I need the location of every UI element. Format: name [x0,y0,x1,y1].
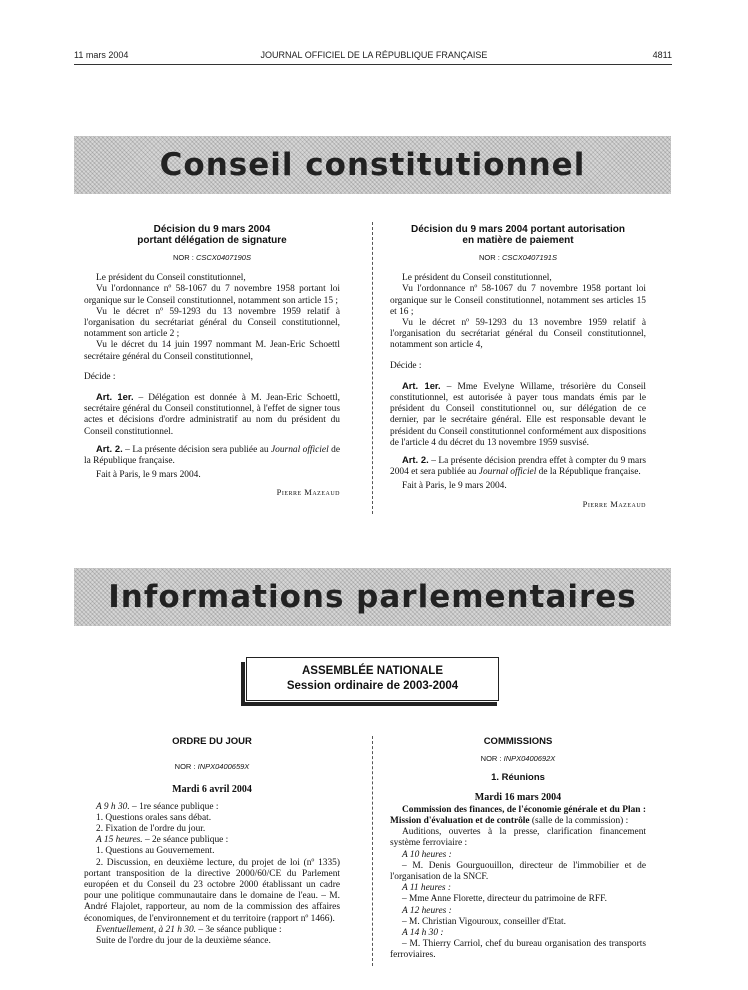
agenda-item: Suite de l'ordre du jour de la deuxième séance. [96,936,271,947]
box-shadow [241,662,245,706]
time-slot: A 12 heures : [402,905,452,916]
paragraph: Vu l'ordonnance nº 58-1067 du 7 novembre 1958 portant loi organique sur le Conseil constitutionnel, notamment son article 15 ; [84,284,340,306]
decision-delegation-signature [84,224,340,499]
article-label: Art. 1er. [96,391,134,403]
seance-1: A 9 h 30. – 1re séance publique : [96,801,219,812]
column-divider [372,736,373,966]
paragraph: Auditions, ouvertes à la presse, clarification financement système ferroviaire : [390,827,646,849]
nor-reference: NOR : INPX0400692X [480,754,556,764]
audition-entry: – Mme Anne Florette, directeur du patrimoine de RFF. [402,894,607,905]
decision-subtitle: en matière de paiement [462,235,574,246]
header-page-number: 4811 [652,50,672,60]
header-date: 11 mars 2004 [74,50,129,60]
agenda-item: 1. Questions au Gouvernement. [96,846,215,857]
article-label: Art. 2. [402,454,429,466]
decision-title: Décision du 9 mars 2004 [153,224,271,235]
assemblee-nationale-box [246,657,499,701]
nor-code: INPX0400659X [197,762,250,772]
decide-heading: Décide : [390,360,422,371]
article-2: Art. 2. – La présente décision sera publiée au Journal officiel de la République française. [84,442,341,467]
paragraph: Le président du Conseil constitutionnel, [96,273,246,284]
article-1: Art. 1er. – Mme Evelyne Willame, trésorière du Conseil constitutionnel, est autorisée à payer tous mandats émis par le président du Conseil constitutionnel ou, sur délégation de ce dernier, par le secrétaire général. Elle est responsable devant le président du Conseil constitutionnel conformément aux dispositions de l'article 4 du décret du 13 novembre 1959 susvisé. [390,379,646,448]
article-label: Art. 1er. [402,379,441,391]
column-divider [372,222,373,514]
decision-subtitle: portant délégation de signature [137,235,287,246]
paragraph: Le président du Conseil constitutionnel, [402,273,552,284]
paragraph: Vu l'ordonnance nº 58-1067 du 7 novembre 1958 portant loi organique sur le Conseil constitutionnel, notamment ses articles 15 et 16 ; [390,284,646,317]
time-slot: A 10 heures : [402,849,452,860]
fait-a-paris: Fait à Paris, le 9 mars 2004. [402,481,507,492]
paragraph: Vu le décret du 14 juin 1997 nommant M. Jean-Eric Schoettl secrétaire général du Conseil constitutionnel, [84,340,340,362]
box-shadow [241,702,497,706]
agenda-item: 1. Questions orales sans débat. [96,812,212,823]
header-rule [74,64,672,65]
article-1: Art. 1er. – Délégation est donnée à M. Jean-Eric Schoettl, secrétaire général du Conseil constitutionnel, à l'effet de signer tous actes et décisions d'ordre administratif au nom du président du Conseil constitutionnel. [84,391,341,437]
audition-entry: – M. Thierry Carriol, chef du bureau organisation des transports ferroviaires. [390,939,646,961]
header-journal-title: JOURNAL OFFICIEL DE LA RÉPUBLIQUE FRANÇAISE [260,50,488,60]
session-title: Session ordinaire de 2003-2004 [286,680,459,692]
signature: Pierre Mazeaud [276,487,340,498]
session-date: Mardi 16 mars 2004 [474,791,562,803]
time-slot: A 11 heures : [402,883,452,894]
session-date: Mardi 6 avril 2004 [172,784,252,796]
section-title: COMMISSIONS [483,736,553,747]
nor-reference: NOR : INPX0400659X [174,762,250,772]
article-label: Art. 2. [96,442,123,454]
assemblee-title: ASSEMBLÉE NATIONALE [302,665,443,677]
nor-code: CSCX0407191S [501,253,557,262]
seance-2: A 15 heures. – 2e séance publique : [96,835,229,846]
agenda-item: 2. Discussion, en deuxième lecture, du projet de loi (nº 1335) portant transposition de la directive 2000/60/CE du Parlement européen et du Conseil du 23 octobre 2000 établissant un cadre pour une politique communautaire dans le domaine de l'eau. – M. André Flajolet, rapporteur, au nom de la commission des affaires économiques, de l'environnement et du territoire (rapport nº 1466). [84,857,340,924]
article-2: Art. 2. – La présente décision prendra effet à compter du 9 mars 2004 et sera publiée au Journal officiel de la République française. [390,454,646,478]
banner-informations-parlementaires [74,568,671,626]
signature: Pierre Mazeaud [582,498,646,509]
paragraph: Vu le décret nº 59-1293 du 13 novembre 1959 relatif à l'organisation du secrétariat général du Conseil constitutionnel, notamment son article 4, [390,318,646,351]
banner-conseil-constitutionnel [74,136,671,194]
decision-title: Décision du 9 mars 2004 portant autorisation [411,224,625,235]
ordre-du-jour [84,732,340,947]
banner-title: Informations parlementaires [108,579,637,615]
subsection-title: 1. Réunions [491,772,545,784]
seance-3: Eventuellement, à 21 h 30. – 3e séance publique : [96,924,282,935]
banner-title: Conseil constitutionnel [159,147,586,183]
audition-entry: – M. Christian Vigouroux, conseiller d'Etat. [402,916,566,927]
nor-code: CSCX0407190S [195,253,251,262]
time-slot: A 14 h 30 : [402,928,444,939]
agenda-item: 2. Fixation de l'ordre du jour. [96,824,206,835]
decision-autorisation-paiement [390,224,646,510]
nor-reference: NOR : CSCX0407191S [479,253,557,262]
decide-heading: Décide : [84,371,116,382]
fait-a-paris: Fait à Paris, le 9 mars 2004. [96,470,201,481]
section-title: ORDRE DU JOUR [172,736,252,747]
nor-reference: NOR : CSCX0407190S [173,253,251,262]
commissions [390,732,646,962]
paragraph: Vu le décret nº 59-1293 du 13 novembre 1959 relatif à l'organisation du secrétariat général du Conseil constitutionnel, notamment son article 2 ; [84,306,340,340]
nor-code: INPX0400692X [503,754,556,764]
audition-entry: – M. Denis Gourguouillon, directeur de l'immobilier et de l'organisation de la SNCF. [390,860,646,883]
commission-name: Commission des finances, de l'économie générale et du Plan : Mission d'évaluation et de contrôle (salle de la commission) : [390,804,646,827]
